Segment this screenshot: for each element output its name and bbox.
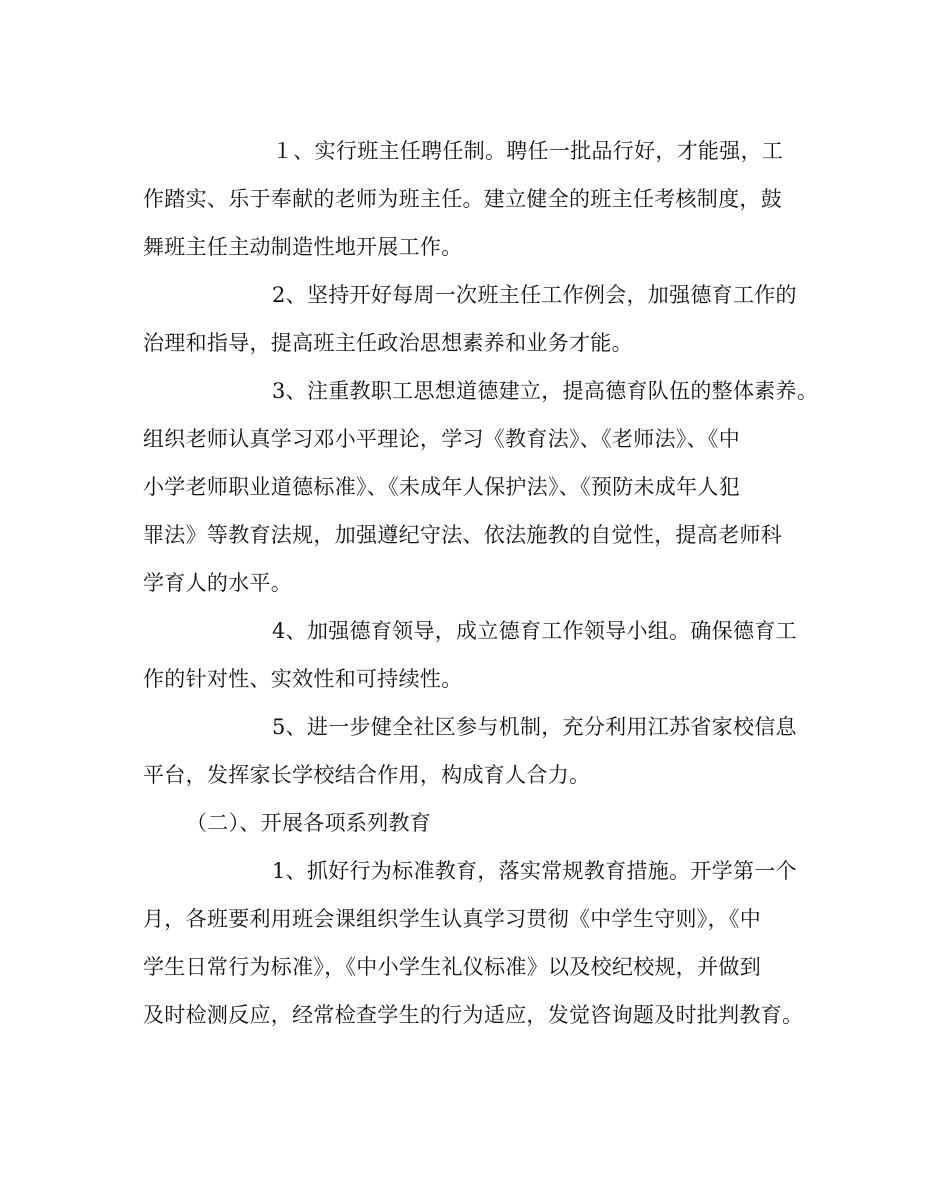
paragraph-5-line-1: 5、进一步健全社区参与机制，充分利用江苏省家校信息	[272, 715, 797, 739]
paragraph-2-line-1: 2、坚持开好每周一次班主任工作例会，加强德育工作的	[272, 283, 797, 307]
paragraph-6-line-4: 及时检测反应，经常检查学生的行为适应，发觉咨询题及时批判教育。	[143, 1003, 804, 1027]
paragraph-3-line-4: 罪法》等教育法规，加强遵纪守法、依法施教的自觉性，提高老师科	[143, 523, 782, 547]
paragraph-1-line-1: １、实行班主任聘任制。聘任一批品行好，才能强，工	[272, 139, 784, 163]
paragraph-1-line-3: 舞班主任主动制造性地开展工作。	[143, 235, 463, 259]
paragraph-4-line-1: 4、加强德育领导，成立德育工作领导小组。确保德育工	[272, 619, 797, 643]
paragraph-3-line-1: 3、注重教职工思想道德建立，提高德育队伍的整体素养。	[272, 379, 819, 403]
section-heading: （二）、开展各项系列教育	[186, 811, 432, 835]
paragraph-4-line-2: 作的针对性、实效性和可持续性。	[143, 667, 463, 691]
paragraph-3-line-2: 组织老师认真学习邓小平理论，学习《教育法》、《老师法》、《中	[143, 427, 740, 451]
paragraph-6-line-1: 1、抓好行为标准教育，落实常规教育措施。开学第一个	[272, 859, 797, 883]
paragraph-5-line-2: 平台，发挥家长学校结合作用，构成育人合力。	[143, 763, 591, 787]
paragraph-6-line-3: 学生日常行为标准》，《中小学生礼仪标准》以及校纪校规，并做到	[143, 955, 761, 979]
paragraph-3-line-5: 学育人的水平。	[143, 571, 293, 595]
paragraph-2-line-2: 治理和指导，提高班主任政治思想素养和业务才能。	[143, 331, 633, 355]
paragraph-6-line-2: 月，各班要利用班会课组织学生认真学习贯彻《中学生守则》，《中	[143, 907, 761, 931]
paragraph-1-line-2: 作踏实、乐于奉献的老师为班主任。建立健全的班主任考核制度，鼓	[143, 187, 782, 211]
paragraph-3-line-3: 小学老师职业道德标准》、《未成年人保护法》、《预防未成年人犯	[143, 475, 740, 499]
